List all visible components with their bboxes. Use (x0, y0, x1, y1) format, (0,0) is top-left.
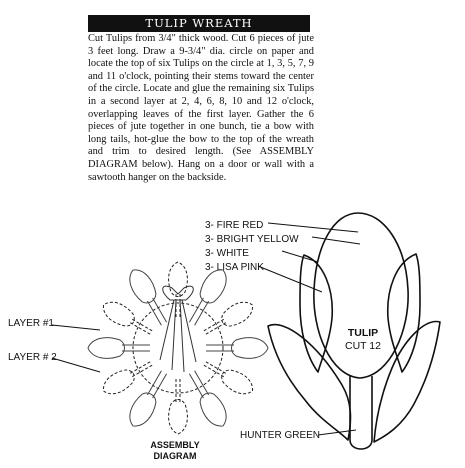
assembly-label-line1: ASSEMBLY (150, 440, 200, 450)
layer-2-tulip (99, 297, 157, 341)
wreath-circle (133, 303, 223, 393)
color-item: 3- BRIGHT YELLOW (205, 234, 299, 245)
tulip-cut-label (333, 327, 393, 353)
layer-2-tulip (169, 378, 188, 434)
layer-1-tulip (88, 338, 150, 359)
tulip-name: TULIP (347, 327, 379, 339)
leader-bright-yellow (312, 237, 360, 244)
layer-1-tulip (183, 367, 232, 431)
layer-1-tulip (206, 338, 268, 359)
layer-2-label: LAYER # 2 (8, 352, 57, 363)
tulip-center-petal (314, 213, 408, 378)
leader-layer-1 (52, 325, 100, 330)
layer-1-tulip (124, 265, 173, 329)
layer-1-tulip (183, 265, 232, 329)
leader-white (282, 251, 318, 262)
assembly-label-line2: DIAGRAM (153, 451, 197, 461)
page-title: TULIP WREATH (88, 15, 310, 32)
layer-2-tulip (199, 355, 257, 399)
leader-lisa-pink (258, 266, 322, 292)
layer-1-tulip (124, 367, 173, 431)
leader-fire-red (268, 223, 358, 232)
leaf-color-label: HUNTER GREEN (240, 430, 321, 441)
layer-2-tulips (99, 262, 257, 434)
assembly-diagram (88, 262, 268, 434)
assembly-diagram-label (135, 440, 215, 462)
layer-1-tulips (88, 265, 268, 431)
tulip-stem (350, 376, 372, 449)
leader-layer-2 (52, 358, 100, 372)
color-item: 3- LISA PINK (205, 262, 264, 273)
instructions-paragraph: Cut Tulips from 3/4" thick wood. Cut 6 pieces of jute 3 feet long. Draw a 9-3/4" dia. circle on paper and locate the top of six Tulips on the circle at 1, 3, 5, 7, 9 and 11 o'clock, pointing their stems toward the center of the circle. Locate and glue the remaining six Tulips in a second layer at 2, 4, 6, 8, 10 and 12 o'clock, overlapping leaves of the first layer. Gather the 6 pieces of jute together in one bunch, tie a bow with long tails, hot-glue the bow to the top of the wreath and trim to desired length. (See ASSEMBLY DIAGRAM below). Hang on a door or wall with a sawtooth hanger on the backside. (88, 33, 314, 183)
layer-1-label: LAYER #1 (8, 318, 54, 329)
color-item: 3- WHITE (205, 248, 249, 259)
jute-bow (160, 286, 196, 372)
tulip-cut-count: CUT 12 (345, 340, 381, 352)
layer-2-tulip (99, 355, 157, 399)
layer-2-tulip (199, 297, 257, 341)
color-item: 3- FIRE RED (205, 220, 264, 231)
